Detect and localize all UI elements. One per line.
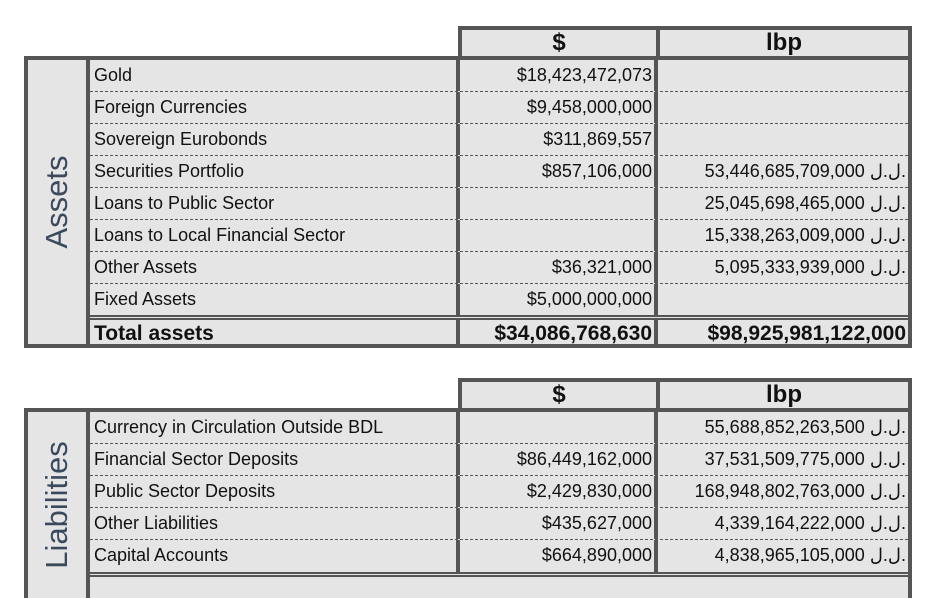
row-label: Gold — [90, 60, 460, 91]
lbp-value: 15,338,263,009,000 ل.ل. — [704, 225, 906, 245]
usd-value: $664,890,000 — [460, 540, 658, 572]
table-row — [90, 284, 908, 315]
usd-value — [460, 220, 658, 251]
row-label: Public Sector Deposits — [90, 476, 460, 507]
table-row — [90, 124, 908, 156]
row-label: Other Assets — [90, 252, 460, 283]
lbp-value: 55,688,852,263,500 ل.ل. — [704, 417, 906, 437]
table-row — [90, 188, 908, 220]
row-label: Loans to Local Financial Sector — [90, 220, 460, 251]
lbp-value: 4,838,965,105,000 ل.ل. — [714, 545, 906, 565]
usd-value: $18,423,472,073 — [460, 60, 658, 91]
total-row — [90, 315, 908, 347]
table-row — [90, 444, 908, 476]
lbp-value — [658, 92, 908, 123]
row-label: Other Liabilities — [90, 508, 460, 539]
table-row — [90, 220, 908, 252]
usd-value: $5,000,000,000 — [460, 284, 658, 315]
table-row — [90, 412, 908, 444]
usd-value: $2,429,830,000 — [460, 476, 658, 507]
table-row — [90, 156, 908, 188]
lbp-column-header: lbp — [766, 29, 802, 56]
assets-table — [24, 56, 912, 348]
lbp-value: 37,531,509,775,000 ل.ل. — [704, 449, 906, 469]
usd-column-header: $ — [462, 30, 660, 56]
lbp-value — [658, 124, 908, 155]
usd-column-header: $ — [462, 382, 660, 408]
usd-value: $311,869,557 — [460, 124, 658, 155]
usd-value — [460, 412, 658, 443]
lbp-value — [658, 284, 908, 315]
table-row — [90, 92, 908, 124]
row-label: Foreign Currencies — [90, 92, 460, 123]
table-row — [90, 508, 908, 540]
usd-value: $86,449,162,000 — [460, 444, 658, 475]
assets-title: Assets — [39, 155, 74, 249]
liabilities-column-header — [458, 378, 912, 412]
lbp-value: 25,045,698,465,000 ل.ل. — [704, 193, 906, 213]
row-label: Fixed Assets — [90, 284, 460, 315]
lbp-value: 5,095,333,939,000 ل.ل. — [714, 257, 906, 277]
usd-value: $9,458,000,000 — [460, 92, 658, 123]
row-label: Capital Accounts — [90, 540, 460, 572]
assets-body — [90, 60, 908, 344]
liabilities-table — [24, 408, 912, 598]
lbp-value: 53,446,685,709,000 ل.ل. — [704, 161, 906, 181]
table-row — [90, 540, 908, 572]
usd-value: $435,627,000 — [460, 508, 658, 539]
lbp-value: 168,948,802,763,000 ل.ل. — [694, 481, 906, 501]
usd-value — [460, 188, 658, 219]
lbp-value: 4,339,164,222,000 ل.ل. — [714, 513, 906, 533]
row-label: Sovereign Eurobonds — [90, 124, 460, 155]
total-label: Total assets — [90, 320, 460, 347]
row-label: Loans to Public Sector — [90, 188, 460, 219]
lbp-value — [658, 60, 908, 91]
lbp-column-header: lbp — [766, 381, 802, 408]
assets-side-label — [28, 60, 90, 344]
row-label: Currency in Circulation Outside BDL — [90, 412, 460, 443]
total-lbp-value: $98,925,981,122,000 — [707, 322, 906, 345]
table-row — [90, 60, 908, 92]
row-label: Financial Sector Deposits — [90, 444, 460, 475]
table-row — [90, 252, 908, 284]
table-row — [90, 476, 908, 508]
row-label: Securities Portfolio — [90, 156, 460, 187]
total-usd-value: $34,086,768,630 — [460, 320, 658, 347]
usd-value: $36,321,000 — [460, 252, 658, 283]
liabilities-title: Liabilities — [39, 441, 74, 569]
liabilities-body — [90, 412, 908, 598]
usd-value: $857,106,000 — [460, 156, 658, 187]
liabilities-side-label — [28, 412, 90, 598]
assets-column-header — [458, 26, 912, 60]
